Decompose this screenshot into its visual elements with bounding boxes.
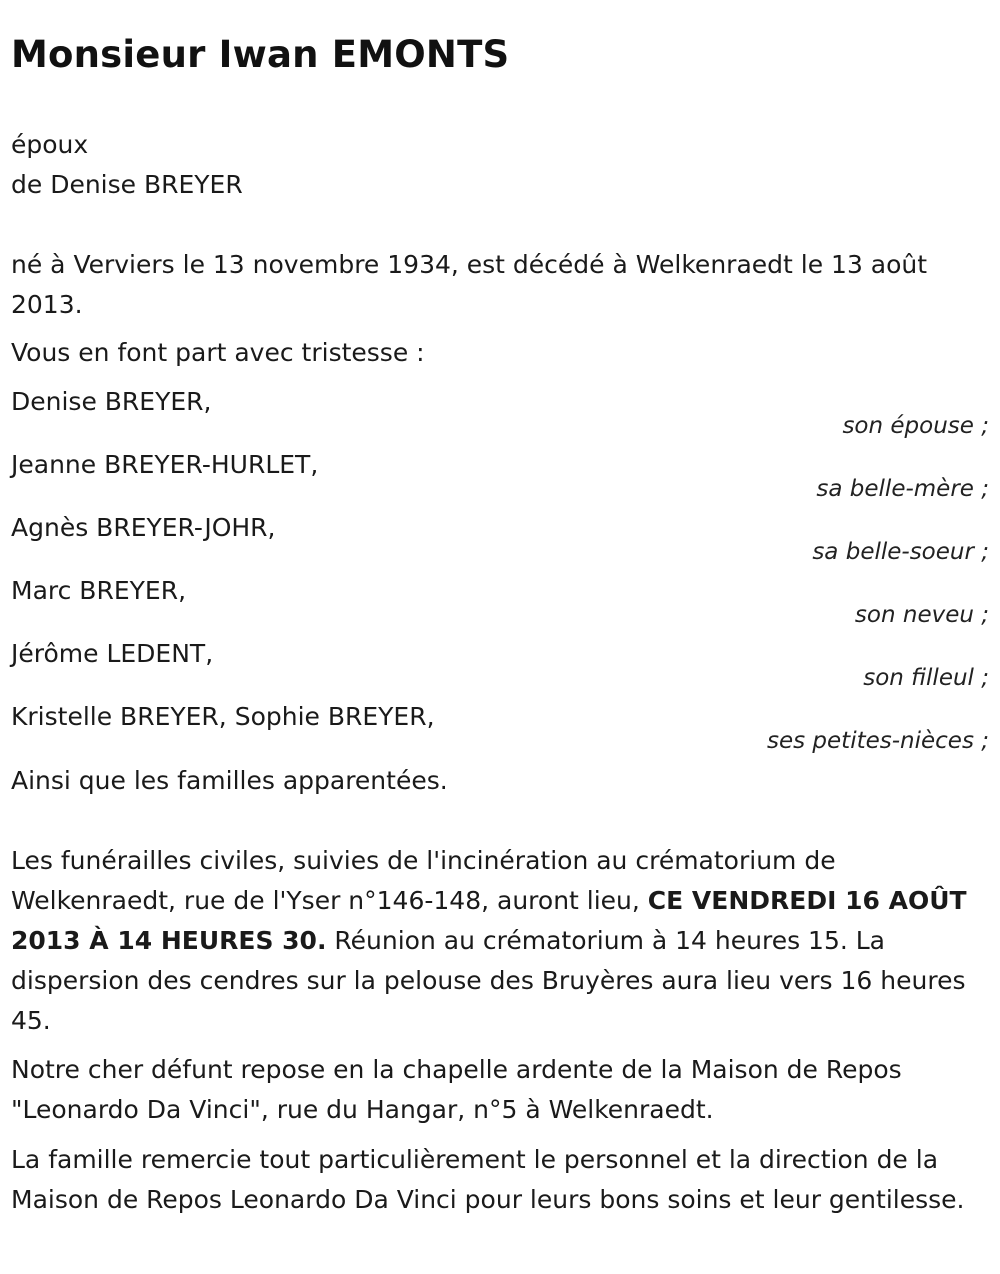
relative-role: son filleul ; bbox=[863, 665, 989, 691]
relative-role: son épouse ; bbox=[842, 413, 989, 439]
funeral-intro: Les funérailles civiles, suivies de l'incinération au crématorium de Welkenraedt, rue de l'Yser n°146-148, auront lieu, bbox=[11, 846, 836, 915]
relative-name: Jérôme LEDENT, bbox=[11, 639, 214, 668]
spouse-block bbox=[11, 125, 989, 205]
relative-name: Kristelle BREYER, Sophie BREYER, bbox=[11, 702, 435, 731]
relative-role: sa belle-soeur ; bbox=[812, 539, 989, 565]
funeral-date: CE VENDREDI 16 AOÛT 2013 À 14 HEURES 30. bbox=[11, 886, 967, 955]
page-title: Monsieur Iwan EMONTS bbox=[11, 33, 510, 76]
relative-role: ses petites-nièces ; bbox=[767, 728, 989, 754]
rest-place-paragraph: Notre cher défunt repose en la chapelle ardente de la Maison de Repos "Leonardo Da Vinci", rue du Hangar, n°5 à Welkenraedt. bbox=[11, 1055, 902, 1124]
spouse-prefix: époux bbox=[11, 130, 89, 159]
relative-name: Denise BREYER, bbox=[11, 387, 212, 416]
spouse-name: de Denise BREYER bbox=[11, 170, 243, 199]
funeral-details: Réunion au crématorium à 14 heures 15. La dispersion des cendres sur la pelouse des Bruyères aura lieu vers 16 heures 45. bbox=[11, 926, 966, 1035]
relative-role: son neveu ; bbox=[854, 602, 989, 628]
announcement-text: Vous en font part avec tristesse : bbox=[11, 338, 425, 367]
birth-death-text: né à Verviers le 13 novembre 1934, est décédé à Welkenraedt le 13 août 2013. bbox=[11, 250, 928, 319]
thanks-paragraph: La famille remercie tout particulièrement le personnel et la direction de la Maison de Repos Leonardo Da Vinci pour leurs bons soins et leur gentilesse. bbox=[11, 1145, 965, 1214]
families-text: Ainsi que les familles apparentées. bbox=[11, 766, 448, 795]
relative-name: Jeanne BREYER-HURLET, bbox=[11, 450, 319, 479]
funeral-paragraph bbox=[11, 841, 989, 1041]
relative-name: Agnès BREYER-JOHR, bbox=[11, 513, 276, 542]
relative-name: Marc BREYER, bbox=[11, 576, 187, 605]
relative-role: sa belle-mère ; bbox=[816, 476, 989, 502]
